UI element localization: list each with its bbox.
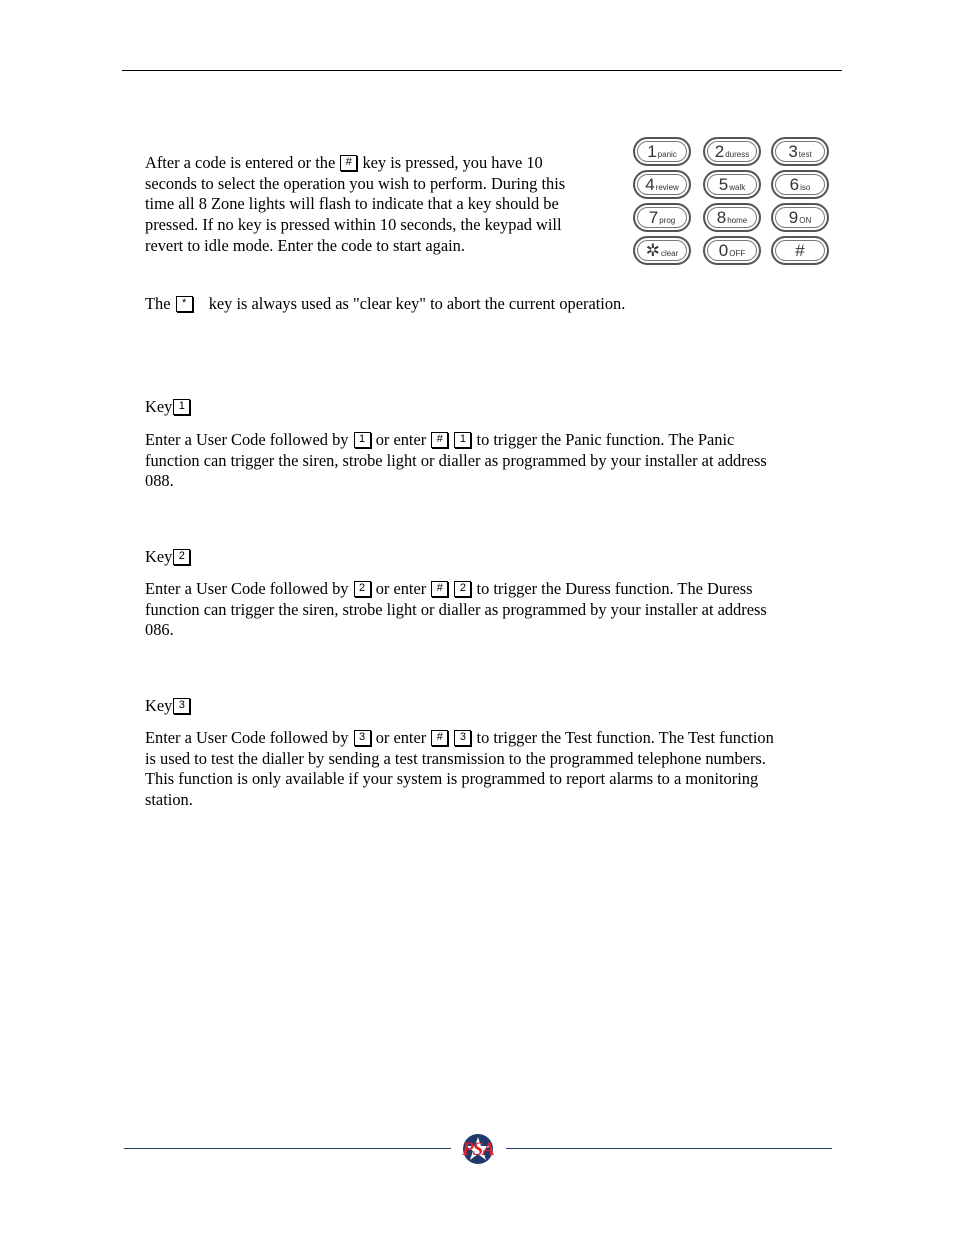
body-text: This function is only available if your system is programmed to report alarms to a monitoring [145,769,759,789]
body-text: or enter [375,430,427,449]
intro-text: revert to idle mode. Enter the code to start again. [145,235,465,255]
section-heading-text: Key [145,397,173,416]
footer-rule-right [506,1148,832,1149]
keypad-key-label: OFF [729,249,746,258]
key-1-icon: 1 [354,432,371,448]
keypad-key-label: walk [729,183,746,192]
key-1-icon: 1 [454,432,471,448]
section-heading-key-3 [145,696,191,717]
body-text: function can trigger the siren, strobe light or dialler as programmed by your installer at address [145,450,767,470]
body-text: Enter a User Code followed by [145,579,349,598]
keypad-key-number: 8 [716,208,727,227]
keypad-key-OFF [703,236,761,265]
keypad-key-number: # [795,241,805,260]
keypad-key-number: 3 [788,142,798,161]
body-text: to trigger the Panic function. The Panic [476,430,735,449]
header-rule [122,70,842,71]
keypad-key-iso [771,170,829,199]
key-1-icon: 1 [173,399,190,415]
keypad-key-number: 2 [714,142,725,161]
keypad-key-number: 9 [788,208,799,227]
body-text: station. [145,790,193,810]
intro-text: After a code is entered or the [145,153,336,172]
hash-key-icon: # [340,155,357,171]
key-2-icon: 2 [454,581,471,597]
clear-text: The [145,294,171,313]
section-body-key-1 [145,430,835,492]
keypad-key-home [703,203,761,232]
keypad-key-number: 6 [789,175,800,194]
keypad-key-hash [771,236,829,265]
keypad-key-number: 5 [718,175,729,194]
keypad-illustration [633,137,833,271]
body-text: Enter a User Code followed by [145,430,349,449]
footer-rule-left [124,1148,451,1149]
intro-text: seconds to select the operation you wish to perform. During this [145,173,566,193]
intro-paragraph [145,153,615,257]
hash-key-icon: # [431,432,448,448]
section-heading-key-2 [145,547,191,568]
body-text: Enter a User Code followed by [145,728,349,747]
clear-text: key is always used as "clear key" to abort the current operation. [208,294,626,313]
keypad-key-number: 4 [645,175,655,194]
keypad-key-clear [633,236,691,265]
body-text: to trigger the Test function. The Test function [476,728,774,747]
psa-logo-text: PSA [462,1139,494,1160]
body-text: function can trigger the siren, strobe light or dialler as programmed by your installer at address [145,599,767,619]
keypad-key-label: clear [660,249,679,258]
hash-key-icon: # [431,581,448,597]
intro-text: time all 8 Zone lights will flash to indicate that a key should be [145,194,559,214]
key-3-icon: 3 [354,730,371,746]
keypad-key-duress [703,137,761,166]
keypad-key-number: 7 [648,208,659,227]
section-heading-text: Key [145,547,173,566]
section-heading-key-1 [145,397,191,418]
keypad-key-prog [633,203,691,232]
keypad-key-walk [703,170,761,199]
keypad-key-ON [771,203,829,232]
key-3-icon: 3 [454,730,471,746]
keypad-key-panic [633,137,691,166]
body-text: to trigger the Duress function. The Duress [476,579,753,598]
section-body-key-2 [145,579,835,641]
keypad-key-label: prog [659,216,676,225]
section-body-key-3 [145,728,835,811]
keypad-key-number: ✲ [645,241,660,260]
star-key-icon: * [176,296,193,312]
body-text: 088. [145,471,174,491]
keypad-key-label: ON [799,216,812,225]
keypad-key-label: review [655,183,679,192]
key-2-icon: 2 [173,549,190,565]
section-heading-text: Key [145,696,173,715]
keypad-key-label: iso [800,183,811,192]
keypad-key-number: 0 [718,241,729,260]
keypad-key-label: panic [657,150,677,159]
key-2-icon: 2 [354,581,371,597]
key-3-icon: 3 [173,698,190,714]
body-text: or enter [375,579,427,598]
body-text: is used to test the dialler by sending a test transmission to the programmed telephone numbers. [145,748,766,768]
body-text: or enter [375,728,427,747]
keypad-key-review [633,170,691,199]
body-text: 086. [145,620,174,640]
keypad-key-test [771,137,829,166]
keypad-key-label: duress [725,150,750,159]
intro-text: pressed. If no key is pressed within 10 seconds, the keypad will [145,215,562,235]
hash-key-icon: # [431,730,448,746]
clear-key-paragraph [145,294,625,315]
keypad-key-number: 1 [647,142,657,161]
keypad-key-label: home [727,216,748,225]
keypad-key-label: test [798,150,812,159]
intro-text: key is pressed, you have 10 [362,153,543,172]
psa-logo [456,1131,500,1167]
